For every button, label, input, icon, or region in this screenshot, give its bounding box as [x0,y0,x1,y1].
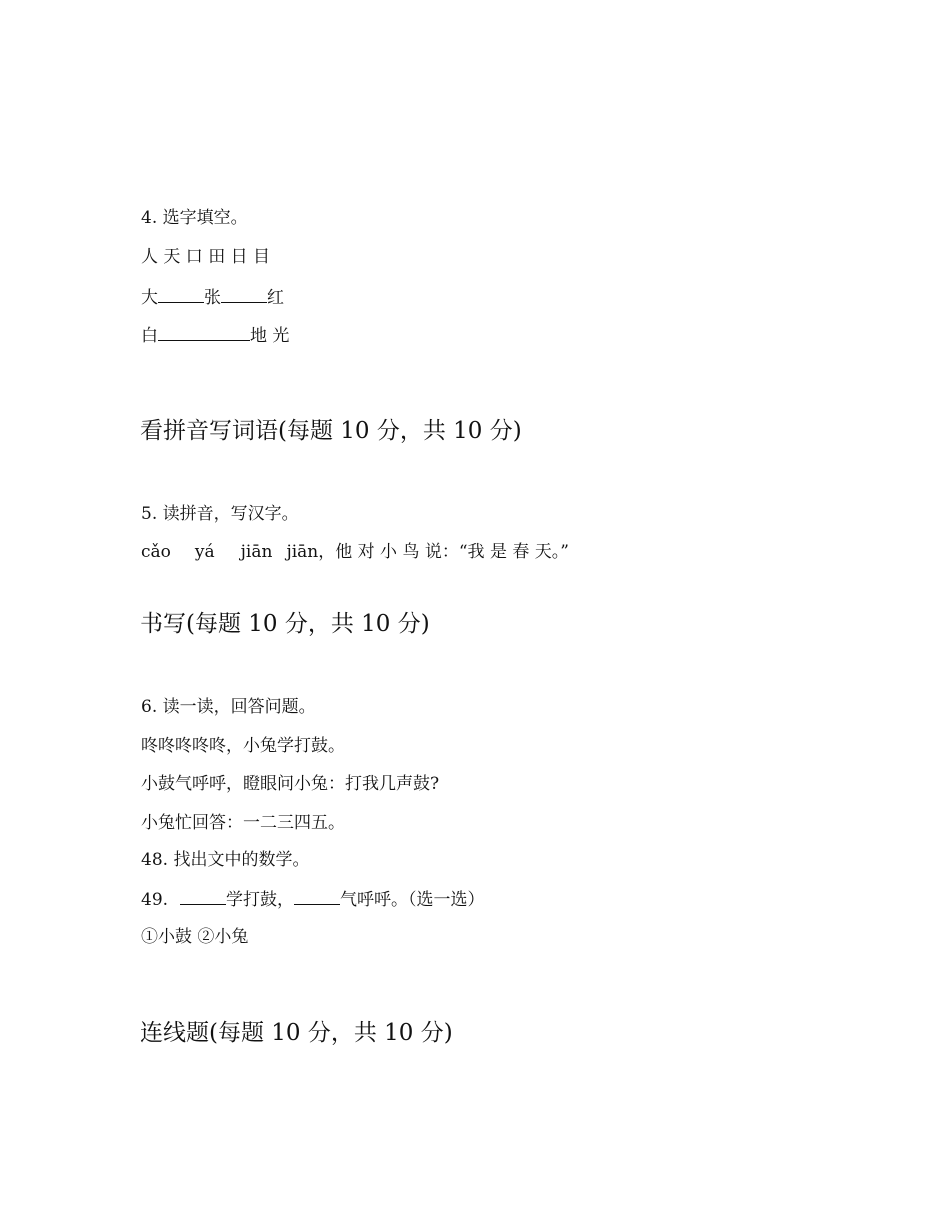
q4-blank-2[interactable] [221,284,267,303]
q49-blank-1[interactable] [180,886,226,905]
q49-line [141,886,485,912]
q5-sentence: ，他 对 小 鸟 说：“我 是 春 天。” [318,542,569,562]
q6-poem-line-2: 小鼓气呼呼，瞪眼问小兔：打我几声鼓? [141,774,440,794]
q6-title: 6. 读一读，回答问题。 [141,697,316,717]
section-heading-matching: 连线题(每题 10 分，共 10 分) [140,1020,453,1046]
q6-poem-line-3: 小兔忙回答：一二三四五。 [141,813,345,833]
q4-row1 [141,284,284,310]
q4-row1-a: 大 [141,288,158,308]
q5-title: 5. 读拼音，写汉字。 [141,504,299,524]
q4-blank-1[interactable] [158,284,204,303]
q4-options: 人 天 口 田 日 目 [141,247,271,267]
q5-pinyin-3: jiān [240,542,273,562]
q4-title: 4. 选字填空。 [141,208,248,228]
q4-row1-c: 红 [267,288,284,308]
q49-blank-2[interactable] [294,886,340,905]
q49-options: ①小鼓 ②小兔 [141,927,249,947]
q4-row1-b: 张 [204,288,221,308]
section-heading-pinyin: 看拼音写词语(每题 10 分，共 10 分) [140,418,522,444]
section-heading-writing: 书写(每题 10 分，共 10 分) [140,611,430,637]
q4-blank-3[interactable] [158,322,250,341]
q6-poem-line-1: 咚咚咚咚咚，小兔学打鼓。 [141,736,345,756]
q4-row2 [141,322,289,348]
q5-pinyin-4: jiān [286,542,319,562]
q5-pinyin-line [141,540,569,564]
q5-pinyin-2: yá [194,542,215,562]
q4-row2-a: 白 [141,326,158,346]
q5-pinyin-1: cǎo [141,542,171,562]
q48-text: 48. 找出文中的数学。 [141,850,310,870]
q49-number: 49. [141,890,169,910]
q49-text-a: 学打鼓， [226,890,295,910]
q4-row2-b: 地 光 [250,326,290,346]
q49-text-b: 气呼呼。（选一选） [340,890,485,910]
